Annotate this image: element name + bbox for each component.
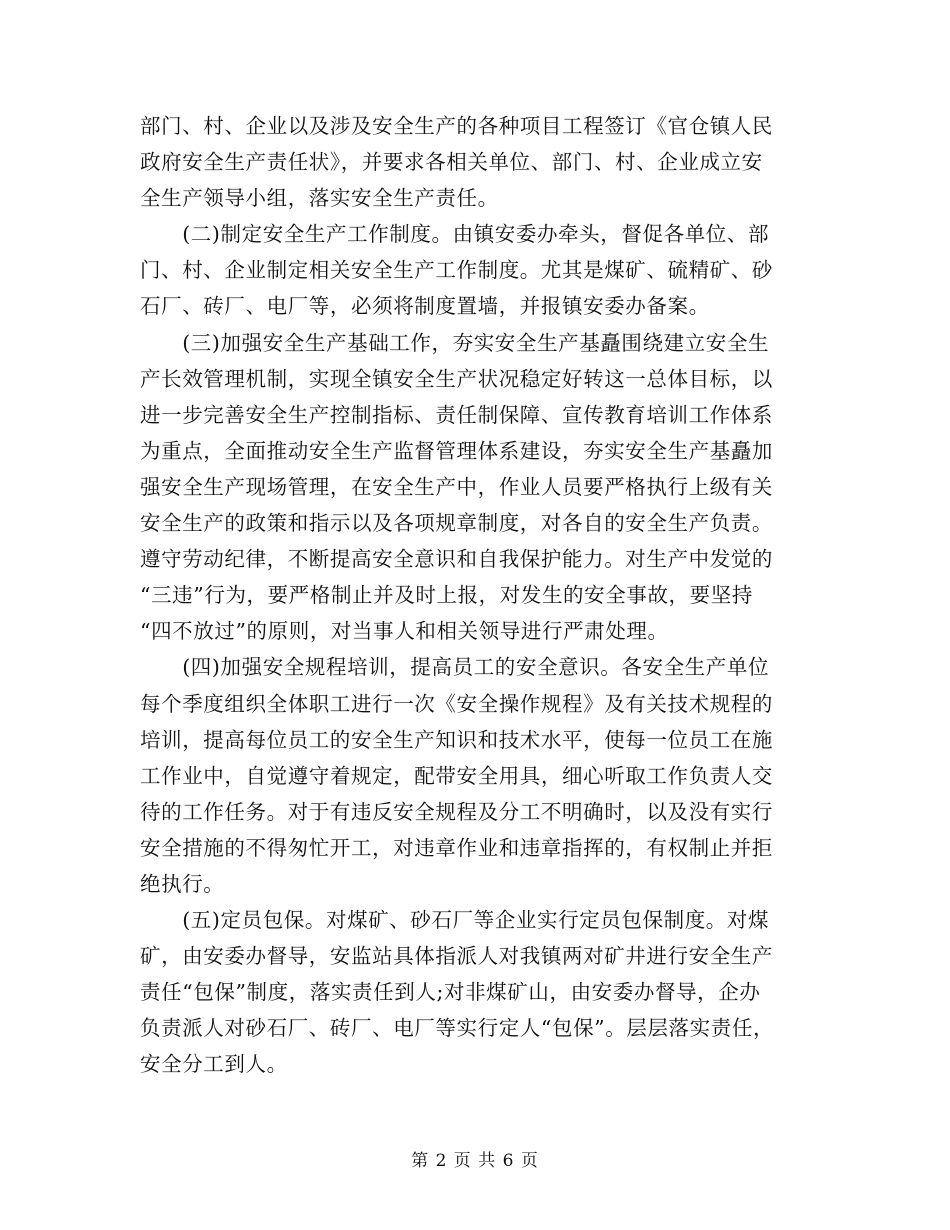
text-line: 安全措施的不得匆忙开工，对违章作业和违章指挥的，有权制止并拒 bbox=[140, 835, 773, 860]
text-line: 门、村、企业制定相关安全生产工作制度。尤其是煤矿、硫精矿、砂 bbox=[140, 258, 773, 283]
text-line: 责任“包保”制度，落实责任到人;对非煤矿山，由安委办督导，企办 bbox=[140, 980, 761, 1005]
text-line: 强安全生产现场管理，在安全生产中，作业人员要严格执行上级有关 bbox=[140, 474, 773, 499]
document-body bbox=[140, 108, 820, 1083]
text-line: 绝执行。 bbox=[140, 871, 225, 896]
text-line: 待的工作任务。对于有违反安全规程及分工不明确时，以及没有实行 bbox=[140, 799, 773, 824]
text-line: (五)定员包保。对煤矿、砂石厂等企业实行定员包保制度。对煤 bbox=[140, 908, 770, 933]
text-line: 部门、村、企业以及涉及安全生产的各种项目工程签订《官仓镇人民 bbox=[140, 114, 773, 138]
text-line: 为重点，全面推动安全生产监督管理体系建设，夯实安全生产基矗加 bbox=[140, 438, 773, 463]
text-line: 每个季度组织全体职工进行一次《安全操作规程》及有关技术规程的 bbox=[140, 691, 773, 716]
text-line: (三)加强安全生产基础工作，夯实安全生产基矗围绕建立安全生 bbox=[140, 330, 770, 355]
text-line: 遵守劳动纪律，不断提高安全意识和自我保护能力。对生产中发觉的 bbox=[140, 547, 773, 572]
text-line: (二)制定安全生产工作制度。由镇安委办牵头，督促各单位、部 bbox=[140, 222, 770, 247]
text-line: “三违”行为，要严格制止并及时上报，对发生的安全事故，要坚持 bbox=[140, 583, 753, 608]
text-line: 产长效管理机制，实现全镇安全生产状况稳定好转这一总体目标，以 bbox=[140, 366, 773, 391]
text-line: 安全生产的政策和指示以及各项规章制度，对各自的安全生产负责。 bbox=[140, 511, 773, 536]
text-line: 全生产领导小组，落实安全生产责任。 bbox=[140, 186, 499, 211]
text-line: 负责派人对砂石厂、砖厂、电厂等实行定人“包保”。层层落实责任， bbox=[140, 1016, 775, 1041]
text-line: 石厂、砖厂、电厂等，必须将制度置墙，并报镇安委办备案。 bbox=[140, 294, 710, 319]
text-line: (四)加强安全规程培训，提高员工的安全意识。各安全生产单位 bbox=[140, 655, 770, 680]
text-line: “四不放过”的原则，对当事人和相关领导进行严肃处理。 bbox=[140, 619, 669, 644]
text-line: 政府安全生产责任状》，并要求各相关单位、部门、村、企业成立安 bbox=[140, 150, 763, 175]
text-line: 工作业中，自觉遵守着规定，配带安全用具，细心听取工作负责人交 bbox=[140, 763, 773, 788]
text-line: 培训，提高每位员工的安全生产知识和技术水平，使每一位员工在施 bbox=[140, 727, 773, 752]
text-line: 矿，由安委办督导，安监站具体指派人对我镇两对矿井进行安全生产 bbox=[140, 944, 773, 969]
text-line: 进一步完善安全生产控制指标、责任制保障、宣传教育培训工作体系 bbox=[140, 402, 773, 427]
text-line: 安全分工到人。 bbox=[140, 1052, 288, 1077]
page-number-footer: 第 2 页 共 6 页 bbox=[411, 1151, 539, 1171]
